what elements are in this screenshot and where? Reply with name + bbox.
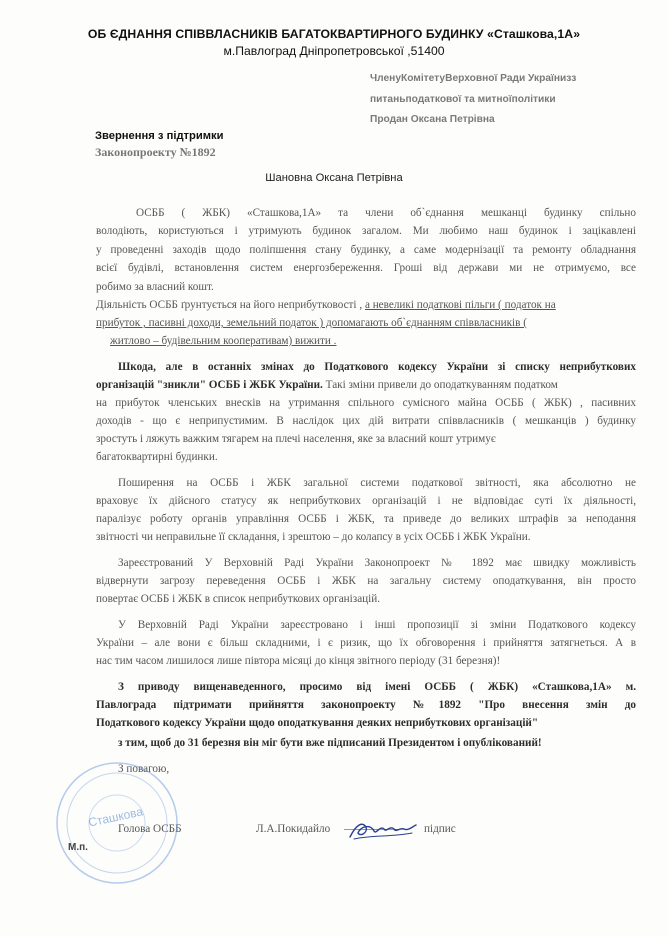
greeting: Шановна Оксана Петрівна [265,172,403,184]
body-text: Діяльність ОСББ ґрунтується на його неприбутковості , [96,299,363,311]
body-line: У Верховній Раді України зареєстровано і інші пропозиції зі зміни Податкового кодексу [118,619,636,631]
recipient-name: Продан Оксана Петрівна [370,114,495,125]
closing-position: Голова ОСББ [118,823,182,835]
stamp-mark: М.п. [68,842,88,853]
body-line: у проведенні заходів щодо поліпшення стану будинку, а саме модернізації та ремонту обладнання [96,244,636,256]
body-line: всієї будівлі, встановлення систем енергозбереження. Гроші від держави ми не отримуємо, все [96,262,636,274]
appeal-bill-number: Законопроекту №1892 [95,145,216,159]
body-line: відвернути загрозу переведення ОСББ і ЖБК на загальну систему оподаткування, він просто [96,575,636,587]
body-line: Зареєстрований У Верховній Раді України Законопроект № 1892 має швидку можливість [118,557,636,569]
body-line: доходів - що є неприпустимим. В наслідок цих дій витрати співвласників ( мешканців ) будинку [96,415,636,427]
bold-text: організацій "зникли" ОСББ і ЖБК України. [96,379,323,391]
underlined-text: а невеликі податкові пільги ( податок на [364,299,556,311]
org-address: м.Павлоград Дніпропетровської ,51400 [223,44,445,58]
request-line: з тим, щоб до 31 березня він міг бути вже підписаний Президентом і опублікований! [118,737,542,749]
body-line: Поширення на ОСББ і ЖБК загальної системи податкової звітності, яка абсолютно не [118,477,636,489]
body-line [96,378,636,392]
signature-label: підпис [424,823,456,835]
body-line: багатоквартирні будинки. [96,451,218,463]
request-line: Павлограда підтримати прийняття законопроекту №1892 "Про внесення змін до [96,699,636,711]
body-line: на прибуток членських внесків на утримання спільного сумісного майна ОСББ ( ЖБК) , пасивних [96,397,636,409]
body-line: робимо за власний кошт. [96,281,214,293]
body-line: зростуть і ляжуть важким тягарем на плечі населення, яке за власний кошт утримує [96,433,496,445]
request-line: Податкового кодексу України щодо оподаткування деяких неприбуткових організацій" [96,717,539,729]
handwritten-signature [346,815,418,845]
signature-line: ___________ [344,819,406,831]
body-line: нас тим часом лишилося лише півтора місяці до кінця звітного періоду (31 березня)! [96,655,501,667]
body-line: паралізує роботу органів управління ОСББ і ЖБК, та приведе до великих штрафів за неподання [96,513,636,525]
body-line-bold: Шкода, але в останніх змінах до Податкового кодексу України зі списку неприбуткових [118,361,636,373]
body-line: України – але вони є більш складними, і є ризик, що їх обговорення і прийняття затягнеться. А в [96,637,636,649]
org-title: ОБ ЄДНАННЯ СПІВВЛАСНИКІВ БАГАТОКВАРТИРНОГО БУДИНКУ «Сташкова,1А» [87,27,581,41]
organization-stamp [52,758,182,888]
recipient-line-1: ЧленуКомітетуВерховної Ради Українизз [370,73,577,84]
recipient-line-2: питаньподаткової та митноїполітики [370,94,556,105]
body-line: повертає ОСББ і ЖБК в список неприбуткових організацій. [96,593,381,605]
body-line: враховує їх дійсного статусу як неприбуткових організацій і не відповідає суті їх діяльності, [96,495,636,507]
closing-regards: З повагою, [118,763,170,775]
body-line [136,206,636,220]
appeal-heading: Звернення з підтримки [95,130,224,142]
body-line: володіють, користуються і утримують будинок загалом. Ми любимо наш будинок і зацікавлені [96,225,636,237]
underlined-line: прибуток , пасивні доходи, земельний податок ) допомагають об`єднанням співвласників ( [96,317,527,329]
stamp-text: Сташкова [87,804,145,830]
body-text: ОСББ ( ЖБК) «Сташкова,1А» та члени об`єднання мешканці будинку спільно [136,207,636,219]
body-line [96,298,636,312]
request-line: З приводу вищенаведенного, просимо від імені ОСББ ( ЖБК) «Сташкова,1А» м. [118,681,636,693]
underlined-line: житлово – будівельним кооперативам) вижити . [110,335,337,347]
closing-signer: Л.А.Покидайло [256,823,331,835]
body-text: Такі зміни привели до оподаткуванням податком [322,379,558,391]
body-line: звітності чи неправильне її складання, і зрештою – до колапсу в усіх ОСББ і ЖБК України. [96,531,531,543]
